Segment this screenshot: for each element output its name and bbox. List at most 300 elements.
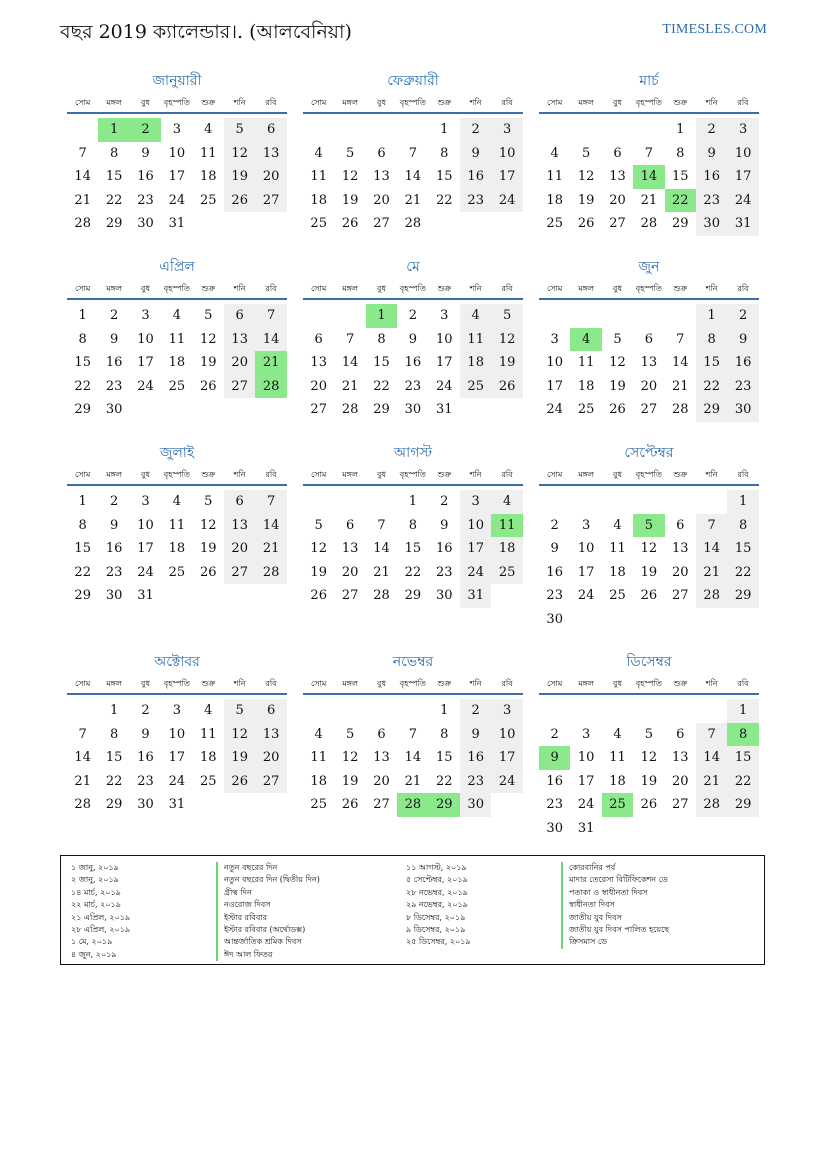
day-cell[interactable]: 10	[546, 355, 563, 370]
day-cell[interactable]: 9	[109, 331, 119, 347]
day-cell[interactable]: 2	[141, 703, 150, 718]
day-cell[interactable]: 4	[550, 145, 559, 161]
day-cell[interactable]: 22	[74, 564, 91, 580]
day-cell[interactable]: 29	[727, 793, 758, 817]
day-cell[interactable]: 8	[676, 145, 685, 161]
day-cell[interactable]: 20	[310, 378, 327, 394]
day-cell[interactable]: 4	[204, 703, 213, 718]
site-link[interactable]: TIMESLES.COM	[662, 22, 767, 37]
day-cell[interactable]: 22	[74, 378, 91, 394]
day-cell[interactable]: 28	[672, 402, 689, 417]
day-cell[interactable]: 27	[224, 561, 255, 585]
day-cell[interactable]: 21	[404, 773, 422, 789]
day-cell[interactable]: 21	[373, 564, 390, 580]
day-cell[interactable]: 2	[460, 118, 491, 142]
day-cell[interactable]: 24	[577, 588, 595, 603]
day-cell[interactable]: 14	[373, 541, 390, 556]
day-cell[interactable]: 13	[341, 541, 359, 556]
day-cell[interactable]: 9	[727, 328, 758, 352]
day-cell[interactable]: 22	[404, 564, 422, 580]
day-cell[interactable]: 3	[440, 308, 449, 323]
day-cell[interactable]: 15	[74, 541, 91, 556]
day-cell[interactable]: 15	[404, 541, 422, 556]
day-cell[interactable]: 28	[373, 588, 390, 603]
day-cell[interactable]: 29	[727, 584, 758, 608]
day-cell[interactable]: 9	[141, 145, 150, 161]
day-cell[interactable]: 4	[460, 304, 491, 328]
day-cell[interactable]: 17	[137, 355, 154, 370]
day-cell[interactable]: 26	[577, 216, 595, 231]
day-cell[interactable]: 1	[676, 122, 685, 137]
day-cell[interactable]: 9	[696, 142, 727, 166]
day-cell[interactable]: 1	[408, 494, 418, 509]
day-cell[interactable]: 30	[546, 611, 563, 627]
day-cell[interactable]: 17	[436, 355, 453, 370]
day-cell[interactable]: 16	[137, 169, 154, 184]
day-cell[interactable]: 23	[137, 773, 154, 789]
day-cell[interactable]: 8	[440, 145, 449, 161]
day-cell[interactable]: 7	[696, 723, 727, 747]
day-cell[interactable]: 27	[672, 797, 689, 812]
day-cell[interactable]: 9	[460, 142, 491, 166]
day-cell[interactable]: 6	[255, 699, 286, 723]
day-cell[interactable]: 2	[696, 118, 727, 142]
day-cell[interactable]: 13	[310, 355, 327, 370]
day-cell[interactable]: 7	[408, 145, 418, 161]
day-cell[interactable]: 28	[696, 793, 727, 817]
day-cell[interactable]: 26	[341, 797, 359, 812]
day-cell[interactable]: 7	[408, 726, 418, 742]
day-cell[interactable]: 21	[640, 192, 658, 208]
day-cell[interactable]: 14	[255, 514, 286, 538]
day-cell[interactable]: 16	[105, 541, 123, 556]
day-cell[interactable]: 25	[577, 402, 595, 417]
day-cell[interactable]: 23	[546, 797, 563, 812]
day-cell[interactable]: 2	[460, 699, 491, 723]
day-cell[interactable]: 28	[341, 402, 359, 417]
day-cell[interactable]: 4	[172, 308, 182, 323]
day-cell[interactable]: 28	[255, 375, 286, 399]
day-cell[interactable]: 16	[546, 773, 563, 789]
day-cell[interactable]: 20	[672, 564, 689, 580]
day-cell[interactable]: 3	[172, 703, 182, 718]
day-cell[interactable]: 5	[613, 331, 622, 347]
day-cell[interactable]: 27	[341, 588, 359, 603]
day-cell[interactable]: 6	[377, 145, 386, 161]
day-cell[interactable]: 27	[609, 216, 626, 231]
day-cell[interactable]: 8	[727, 514, 758, 538]
day-cell[interactable]: 22	[373, 378, 390, 394]
day-cell[interactable]: 3	[172, 122, 182, 137]
day-cell[interactable]: 6	[644, 331, 654, 347]
day-cell[interactable]: 11	[577, 355, 595, 370]
day-cell[interactable]: 4	[491, 490, 522, 514]
day-cell[interactable]: 31	[137, 588, 154, 603]
day-cell[interactable]: 5	[633, 514, 664, 538]
day-cell[interactable]: 10	[727, 142, 758, 166]
day-cell[interactable]: 25	[609, 588, 626, 603]
day-cell[interactable]: 7	[676, 331, 685, 347]
day-cell[interactable]: 9	[109, 517, 119, 533]
day-cell[interactable]: 12	[310, 541, 327, 556]
day-cell[interactable]: 7	[255, 490, 286, 514]
day-cell[interactable]: 9	[440, 517, 449, 533]
day-cell[interactable]: 15	[672, 169, 689, 184]
day-cell[interactable]: 28	[74, 216, 91, 231]
day-cell[interactable]: 21	[404, 192, 422, 208]
day-cell[interactable]: 21	[255, 537, 286, 561]
day-cell[interactable]: 10	[168, 726, 186, 742]
day-cell[interactable]: 15	[105, 169, 123, 184]
day-cell[interactable]: 25	[602, 793, 633, 817]
day-cell[interactable]: 17	[168, 750, 186, 765]
day-cell[interactable]: 5	[345, 726, 355, 742]
day-cell[interactable]: 15	[105, 750, 123, 765]
day-cell[interactable]: 28	[397, 793, 428, 817]
day-cell[interactable]: 17	[546, 378, 563, 394]
day-cell[interactable]: 6	[224, 490, 255, 514]
day-cell[interactable]: 20	[373, 192, 390, 208]
day-cell[interactable]: 22	[727, 770, 758, 794]
day-cell[interactable]: 31	[577, 820, 595, 836]
day-cell[interactable]: 5	[581, 145, 591, 161]
day-cell[interactable]: 11	[546, 169, 563, 184]
day-cell[interactable]: 14	[672, 355, 689, 370]
day-cell[interactable]: 3	[460, 490, 491, 514]
day-cell[interactable]: 27	[373, 797, 390, 812]
day-cell[interactable]: 8	[78, 517, 87, 533]
day-cell[interactable]: 18	[168, 541, 186, 556]
day-cell[interactable]: 24	[546, 402, 563, 417]
day-cell[interactable]: 13	[672, 750, 689, 765]
day-cell[interactable]: 16	[404, 355, 422, 370]
day-cell[interactable]: 19	[310, 564, 327, 580]
day-cell[interactable]: 9	[539, 746, 570, 770]
day-cell[interactable]: 25	[168, 564, 186, 580]
day-cell[interactable]: 23	[727, 375, 758, 399]
day-cell[interactable]: 16	[460, 746, 491, 770]
day-cell[interactable]: 5	[204, 494, 213, 509]
day-cell[interactable]: 12	[640, 750, 658, 765]
day-cell[interactable]: 24	[168, 192, 186, 208]
day-cell[interactable]: 13	[224, 328, 255, 352]
day-cell[interactable]: 19	[341, 773, 359, 789]
day-cell[interactable]: 29	[672, 216, 689, 231]
day-cell[interactable]: 13	[373, 169, 390, 184]
day-cell[interactable]: 24	[460, 561, 491, 585]
day-cell[interactable]: 3	[141, 308, 150, 323]
day-cell[interactable]: 1	[696, 304, 727, 328]
day-cell[interactable]: 2	[550, 517, 559, 533]
day-cell[interactable]: 18	[460, 351, 491, 375]
day-cell[interactable]: 5	[204, 308, 213, 323]
day-cell[interactable]: 29	[429, 793, 460, 817]
day-cell[interactable]: 4	[172, 494, 182, 509]
day-cell[interactable]: 6	[676, 517, 685, 533]
day-cell[interactable]: 19	[200, 355, 217, 370]
day-cell[interactable]: 17	[491, 165, 522, 189]
day-cell[interactable]: 24	[137, 564, 154, 580]
day-cell[interactable]: 8	[377, 331, 386, 347]
day-cell[interactable]: 12	[224, 142, 255, 166]
day-cell[interactable]: 26	[640, 797, 658, 812]
day-cell[interactable]: 26	[609, 402, 626, 417]
day-cell[interactable]: 25	[546, 216, 563, 231]
day-cell[interactable]: 28	[74, 797, 91, 812]
day-cell[interactable]: 1	[440, 703, 449, 718]
day-cell[interactable]: 12	[609, 355, 626, 370]
day-cell[interactable]: 13	[224, 514, 255, 538]
day-cell[interactable]: 23	[460, 189, 491, 213]
day-cell[interactable]: 21	[255, 351, 286, 375]
day-cell[interactable]: 23	[546, 588, 563, 603]
day-cell[interactable]: 4	[613, 726, 622, 742]
day-cell[interactable]: 30	[105, 588, 123, 603]
day-cell[interactable]: 29	[404, 588, 422, 603]
day-cell[interactable]: 4	[613, 517, 622, 533]
day-cell[interactable]: 13	[255, 723, 286, 747]
day-cell[interactable]: 11	[310, 169, 327, 184]
day-cell[interactable]: 15	[373, 355, 390, 370]
day-cell[interactable]: 30	[137, 797, 154, 812]
day-cell[interactable]: 23	[460, 770, 491, 794]
day-cell[interactable]: 19	[341, 192, 359, 208]
day-cell[interactable]: 19	[224, 165, 255, 189]
day-cell[interactable]: 18	[310, 773, 327, 789]
day-cell[interactable]: 25	[310, 216, 327, 231]
day-cell[interactable]: 21	[74, 192, 91, 208]
day-cell[interactable]: 27	[640, 402, 658, 417]
day-cell[interactable]: 18	[609, 773, 626, 789]
day-cell[interactable]: 13	[640, 355, 658, 370]
day-cell[interactable]: 22	[105, 773, 123, 789]
day-cell[interactable]: 7	[696, 514, 727, 538]
day-cell[interactable]: 3	[491, 118, 522, 142]
day-cell[interactable]: 25	[491, 561, 522, 585]
day-cell[interactable]: 13	[672, 541, 689, 556]
day-cell[interactable]: 23	[105, 564, 123, 580]
day-cell[interactable]: 18	[168, 355, 186, 370]
day-cell[interactable]: 8	[408, 517, 418, 533]
day-cell[interactable]: 11	[168, 517, 186, 533]
day-cell[interactable]: 27	[373, 216, 390, 231]
day-cell[interactable]: 3	[491, 699, 522, 723]
day-cell[interactable]: 28	[696, 584, 727, 608]
day-cell[interactable]: 4	[314, 726, 323, 742]
day-cell[interactable]: 15	[436, 169, 453, 184]
day-cell[interactable]: 12	[640, 541, 658, 556]
day-cell[interactable]: 1	[440, 122, 449, 137]
day-cell[interactable]: 29	[373, 402, 390, 417]
day-cell[interactable]: 25	[168, 378, 186, 394]
day-cell[interactable]: 14	[404, 750, 422, 765]
day-cell[interactable]: 11	[200, 726, 217, 742]
day-cell[interactable]: 28	[404, 216, 422, 231]
day-cell[interactable]: 21	[74, 773, 91, 789]
day-cell[interactable]: 18	[200, 169, 217, 184]
day-cell[interactable]: 31	[460, 584, 491, 608]
day-cell[interactable]: 19	[609, 378, 626, 394]
day-cell[interactable]: 3	[141, 494, 150, 509]
day-cell[interactable]: 10	[137, 331, 154, 347]
day-cell[interactable]: 12	[577, 169, 595, 184]
day-cell[interactable]: 12	[341, 169, 359, 184]
day-cell[interactable]: 15	[74, 355, 91, 370]
day-cell[interactable]: 6	[676, 726, 685, 742]
day-cell[interactable]: 17	[727, 165, 758, 189]
day-cell[interactable]: 27	[224, 375, 255, 399]
day-cell[interactable]: 15	[727, 746, 758, 770]
day-cell[interactable]: 18	[577, 378, 595, 394]
day-cell[interactable]: 13	[609, 169, 626, 184]
day-cell[interactable]: 28	[255, 561, 286, 585]
day-cell[interactable]: 24	[168, 773, 186, 789]
day-cell[interactable]: 15	[727, 537, 758, 561]
day-cell[interactable]: 10	[491, 723, 522, 747]
day-cell[interactable]: 6	[224, 304, 255, 328]
day-cell[interactable]: 8	[109, 726, 119, 742]
day-cell[interactable]: 1	[78, 308, 87, 323]
day-cell[interactable]: 2	[440, 494, 449, 509]
day-cell[interactable]: 11	[310, 750, 327, 765]
day-cell[interactable]: 8	[727, 723, 758, 747]
day-cell[interactable]: 14	[341, 355, 359, 370]
day-cell[interactable]: 24	[137, 378, 154, 394]
day-cell[interactable]: 8	[440, 726, 449, 742]
day-cell[interactable]: 29	[105, 797, 123, 812]
day-cell[interactable]: 30	[696, 212, 727, 236]
day-cell[interactable]: 9	[141, 726, 150, 742]
day-cell[interactable]: 25	[200, 773, 217, 789]
day-cell[interactable]: 19	[491, 351, 522, 375]
day-cell[interactable]: 19	[640, 773, 658, 789]
day-cell[interactable]: 7	[78, 726, 87, 742]
day-cell[interactable]: 10	[577, 541, 595, 556]
day-cell[interactable]: 26	[224, 189, 255, 213]
day-cell[interactable]: 6	[377, 726, 386, 742]
day-cell[interactable]: 17	[577, 564, 595, 580]
day-cell[interactable]: 12	[224, 723, 255, 747]
day-cell[interactable]: 10	[460, 514, 491, 538]
day-cell[interactable]: 26	[200, 378, 217, 394]
day-cell[interactable]: 22	[436, 192, 453, 208]
day-cell[interactable]: 1	[366, 304, 397, 328]
day-cell[interactable]: 4	[314, 145, 323, 161]
day-cell[interactable]: 30	[460, 793, 491, 817]
day-cell[interactable]: 15	[696, 351, 727, 375]
day-cell[interactable]: 23	[105, 378, 123, 394]
day-cell[interactable]: 11	[609, 750, 626, 765]
day-cell[interactable]: 30	[546, 820, 563, 836]
day-cell[interactable]: 31	[436, 402, 453, 417]
day-cell[interactable]: 10	[577, 750, 595, 765]
day-cell[interactable]: 18	[491, 537, 522, 561]
day-cell[interactable]: 17	[491, 746, 522, 770]
day-cell[interactable]: 1	[727, 699, 758, 723]
day-cell[interactable]: 8	[78, 331, 87, 347]
day-cell[interactable]: 14	[696, 746, 727, 770]
day-cell[interactable]: 5	[491, 304, 522, 328]
day-cell[interactable]: 20	[255, 746, 286, 770]
day-cell[interactable]: 13	[373, 750, 390, 765]
day-cell[interactable]: 26	[310, 588, 327, 603]
day-cell[interactable]: 3	[581, 726, 591, 742]
day-cell[interactable]: 29	[74, 402, 91, 417]
day-cell[interactable]: 14	[74, 169, 91, 184]
day-cell[interactable]: 11	[491, 514, 522, 538]
day-cell[interactable]: 11	[168, 331, 186, 347]
day-cell[interactable]: 9	[408, 331, 418, 347]
day-cell[interactable]: 7	[644, 145, 654, 161]
day-cell[interactable]: 2	[109, 308, 119, 323]
day-cell[interactable]: 16	[436, 541, 453, 556]
day-cell[interactable]: 5	[345, 145, 355, 161]
day-cell[interactable]: 18	[200, 750, 217, 765]
day-cell[interactable]: 27	[310, 402, 327, 417]
day-cell[interactable]: 22	[727, 561, 758, 585]
day-cell[interactable]: 3	[581, 517, 591, 533]
day-cell[interactable]: 11	[200, 145, 217, 161]
day-cell[interactable]: 20	[373, 773, 390, 789]
day-cell[interactable]: 17	[577, 773, 595, 789]
day-cell[interactable]: 11	[609, 541, 626, 556]
day-cell[interactable]: 17	[168, 169, 186, 184]
day-cell[interactable]: 29	[105, 216, 123, 231]
day-cell[interactable]: 20	[255, 165, 286, 189]
day-cell[interactable]: 26	[341, 216, 359, 231]
day-cell[interactable]: 8	[109, 145, 119, 161]
day-cell[interactable]: 21	[696, 561, 727, 585]
day-cell[interactable]: 6	[255, 118, 286, 142]
day-cell[interactable]: 15	[436, 750, 453, 765]
day-cell[interactable]: 20	[224, 537, 255, 561]
day-cell[interactable]: 18	[310, 192, 327, 208]
day-cell[interactable]: 1	[98, 118, 129, 142]
day-cell[interactable]: 12	[491, 328, 522, 352]
day-cell[interactable]: 30	[137, 216, 154, 231]
day-cell[interactable]: 30	[436, 588, 453, 603]
day-cell[interactable]: 23	[436, 564, 453, 580]
day-cell[interactable]: 12	[200, 331, 217, 347]
day-cell[interactable]: 16	[460, 165, 491, 189]
day-cell[interactable]: 2	[550, 726, 559, 742]
day-cell[interactable]: 21	[696, 770, 727, 794]
day-cell[interactable]: 16	[727, 351, 758, 375]
day-cell[interactable]: 1	[727, 490, 758, 514]
day-cell[interactable]: 31	[168, 216, 186, 231]
day-cell[interactable]: 7	[255, 304, 286, 328]
day-cell[interactable]: 16	[105, 355, 123, 370]
day-cell[interactable]: 10	[137, 517, 154, 533]
day-cell[interactable]: 19	[640, 564, 658, 580]
day-cell[interactable]: 24	[491, 770, 522, 794]
day-cell[interactable]: 27	[255, 189, 286, 213]
day-cell[interactable]: 4	[570, 328, 601, 352]
day-cell[interactable]: 24	[436, 378, 453, 394]
day-cell[interactable]: 30	[105, 402, 123, 417]
day-cell[interactable]: 19	[577, 192, 595, 208]
day-cell[interactable]: 7	[345, 331, 355, 347]
day-cell[interactable]: 25	[460, 375, 491, 399]
day-cell[interactable]: 22	[105, 192, 123, 208]
day-cell[interactable]: 22	[696, 375, 727, 399]
day-cell[interactable]: 6	[345, 517, 355, 533]
day-cell[interactable]: 3	[550, 331, 559, 347]
day-cell[interactable]: 14	[404, 169, 422, 184]
day-cell[interactable]: 28	[640, 216, 658, 231]
day-cell[interactable]: 2	[727, 304, 758, 328]
day-cell[interactable]: 10	[491, 142, 522, 166]
